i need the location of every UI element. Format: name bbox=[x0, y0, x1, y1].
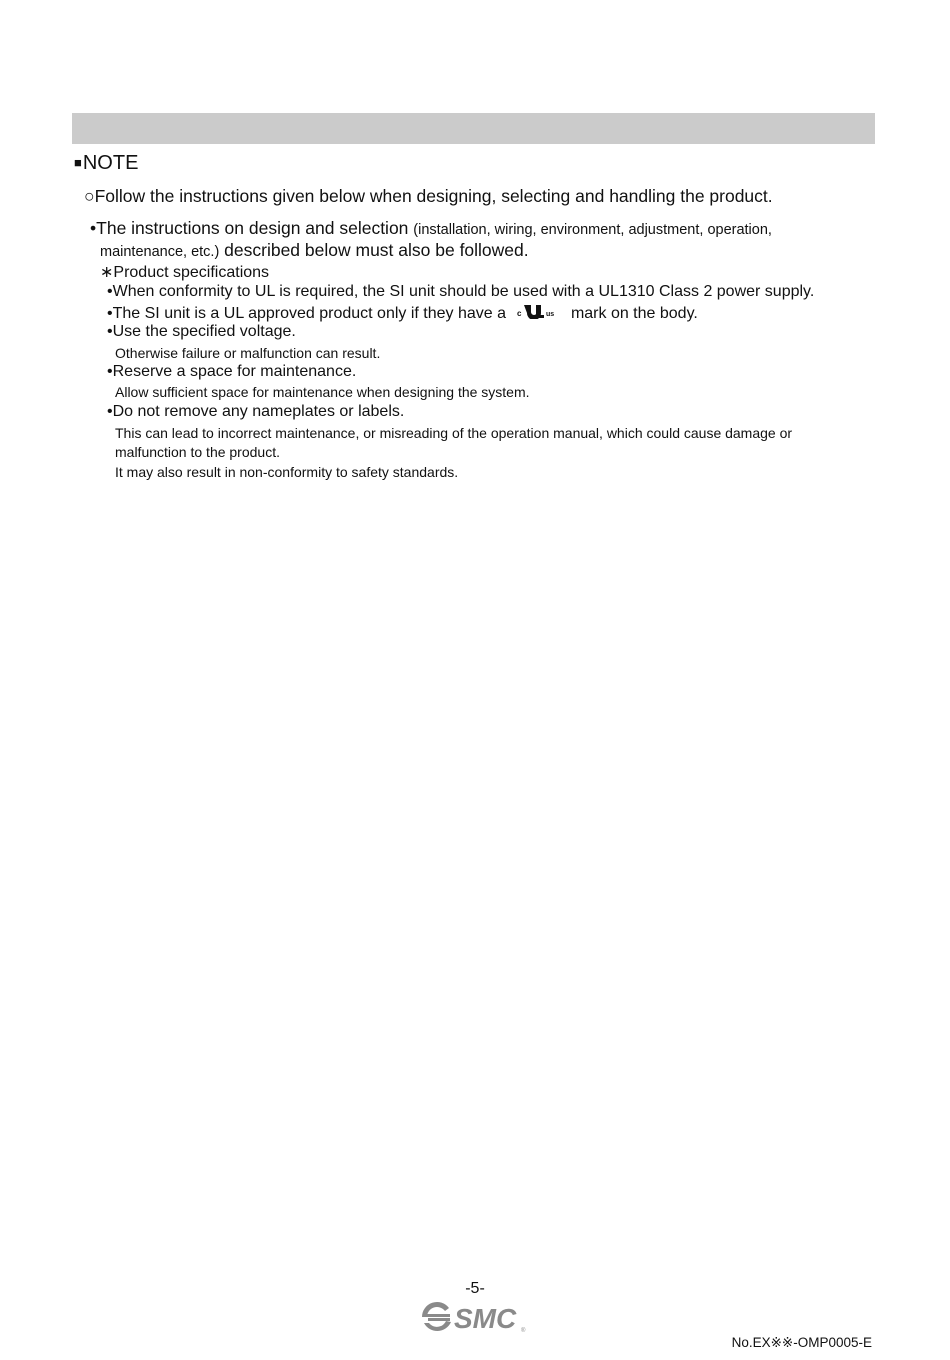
spec-item-ul-conformity bbox=[107, 283, 814, 301]
square-bullet-icon: ■ bbox=[74, 155, 82, 170]
spec-item-nameplates-detail-3: It may also result in non-conformity to safety standards. bbox=[115, 464, 459, 480]
follow-instructions-line bbox=[84, 186, 773, 207]
product-specifications-heading bbox=[100, 262, 269, 282]
spec-item-nameplates-detail-1: This can lead to incorrect maintenance, or misreading of the operation manual, which could cause damage or bbox=[115, 425, 793, 441]
note-heading bbox=[74, 152, 138, 175]
product-specifications-title: Product specifications bbox=[113, 264, 270, 281]
design-selection-text: The instructions on design and selection bbox=[96, 218, 414, 238]
asterisk-bullet-icon: ∗ bbox=[100, 264, 114, 281]
dot-bullet-icon: • bbox=[107, 323, 113, 340]
spec-item-nameplates-detail-2: malfunction to the product. bbox=[115, 444, 280, 460]
dot-bullet-icon: • bbox=[107, 283, 113, 300]
spec-item-text: The SI unit is a UL approved product only if they have a bbox=[112, 305, 507, 322]
spec-item-ul-approved bbox=[107, 303, 698, 323]
smc-logo bbox=[420, 1300, 528, 1334]
spec-item-text: Use the specified voltage. bbox=[112, 323, 296, 340]
spec-item-text-after: mark on the body. bbox=[570, 305, 698, 322]
note-heading-text: NOTE bbox=[82, 152, 139, 174]
spec-item-text: When conformity to UL is required, the SI unit should be used with a UL1310 Class 2 power supply. bbox=[112, 283, 815, 300]
section-header-bar bbox=[72, 113, 875, 144]
document-number: No.EX※※-OMP0005-E bbox=[731, 1335, 872, 1350]
dot-bullet-icon: • bbox=[90, 218, 97, 238]
svg-text:®: ® bbox=[521, 1328, 526, 1334]
svg-text:us: us bbox=[546, 311, 555, 318]
spec-item-voltage bbox=[107, 323, 296, 341]
spec-item-voltage-detail: Otherwise failure or malfunction can result. bbox=[115, 345, 381, 361]
design-selection-line-2 bbox=[100, 240, 529, 261]
spec-item-text: Reserve a space for maintenance. bbox=[112, 363, 357, 380]
cul-us-mark-icon bbox=[516, 303, 560, 319]
page-number: -5- bbox=[465, 1280, 485, 1297]
follow-instructions-text: Follow the instructions given below when designing, selecting and handling the product. bbox=[94, 186, 773, 206]
design-selection-parenthetical: (installation, wiring, environment, adjustment, operation, bbox=[413, 222, 772, 238]
spec-item-maintenance-space bbox=[107, 363, 356, 381]
svg-text:SMC: SMC bbox=[454, 1303, 517, 1334]
spec-item-text: Do not remove any nameplates or labels. bbox=[112, 403, 405, 420]
dot-bullet-icon: • bbox=[107, 403, 113, 420]
spec-item-maintenance-detail: Allow sufficient space for maintenance when designing the system. bbox=[115, 384, 530, 400]
design-selection-parenthetical-cont: maintenance, etc.) bbox=[100, 244, 220, 260]
circle-bullet-icon: ○ bbox=[84, 186, 95, 206]
spec-item-nameplates bbox=[107, 403, 404, 421]
design-selection-line-1 bbox=[90, 218, 772, 239]
design-selection-text-cont: described below must also be followed. bbox=[219, 240, 529, 260]
svg-text:c: c bbox=[517, 309, 522, 318]
dot-bullet-icon: • bbox=[107, 305, 113, 322]
dot-bullet-icon: • bbox=[107, 363, 113, 380]
